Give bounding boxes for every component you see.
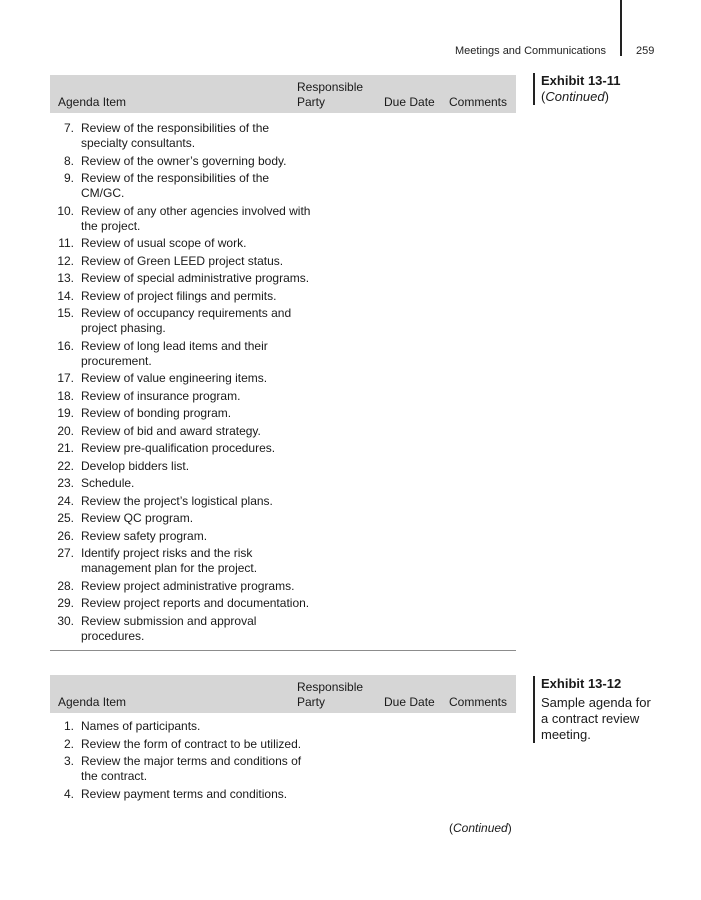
page-number: 259 bbox=[636, 45, 655, 57]
table-header bbox=[50, 675, 516, 713]
agenda-row bbox=[50, 236, 311, 251]
agenda-row bbox=[50, 579, 311, 594]
header-due-date: Due Date bbox=[384, 95, 435, 109]
agenda-row-text: Review of special administrative programs. bbox=[81, 271, 310, 285]
agenda-row-text: Review the form of contract to be utilized. bbox=[81, 736, 302, 751]
agenda-row-number: 29. bbox=[57, 596, 74, 610]
agenda-row-text: Schedule. bbox=[81, 476, 135, 490]
agenda-row-text: Review of project filings and permits. bbox=[81, 288, 277, 303]
continued-note: (Continued) bbox=[449, 821, 512, 835]
agenda-row bbox=[50, 441, 311, 456]
agenda-row bbox=[50, 787, 311, 802]
agenda-row bbox=[50, 424, 311, 439]
agenda-row bbox=[50, 511, 311, 526]
running-head-rule bbox=[620, 0, 622, 56]
agenda-row-number: 9. bbox=[63, 171, 74, 185]
exhibit-title: Exhibit 13-11 bbox=[541, 73, 621, 88]
agenda-table-13-11 bbox=[50, 75, 516, 651]
agenda-row bbox=[50, 121, 311, 151]
agenda-row bbox=[50, 389, 311, 404]
agenda-table-13-12 bbox=[50, 675, 516, 804]
header-responsible-line1: Responsible bbox=[297, 80, 364, 94]
agenda-row-text: Review of value engineering items. bbox=[81, 371, 268, 385]
agenda-row bbox=[50, 459, 311, 474]
agenda-list bbox=[50, 113, 516, 650]
exhibit-13-12-label bbox=[533, 676, 651, 743]
agenda-row-text: Review QC program. bbox=[81, 511, 194, 525]
header-responsible-line1: Responsible bbox=[297, 680, 364, 694]
agenda-row-number: 2. bbox=[63, 736, 74, 751]
agenda-row-number: 19. bbox=[57, 406, 74, 420]
agenda-row-number: 22. bbox=[57, 458, 74, 473]
agenda-row-number: 10. bbox=[57, 203, 74, 218]
header-due-date: Due Date bbox=[384, 695, 435, 709]
agenda-row-text: Review the major terms and conditions of the contract. bbox=[81, 754, 302, 783]
agenda-row-text: Review of the responsibilities of the CM/GC. bbox=[81, 171, 270, 200]
agenda-row bbox=[50, 154, 311, 169]
agenda-row-text: Review of usual scope of work. bbox=[81, 236, 247, 250]
agenda-row-text: Review of any other agencies involved with the project. bbox=[81, 203, 311, 233]
agenda-row-number: 16. bbox=[57, 338, 74, 353]
agenda-row-number: 11. bbox=[58, 236, 74, 250]
agenda-row bbox=[50, 719, 311, 734]
agenda-row bbox=[50, 596, 311, 611]
agenda-row-number: 30. bbox=[57, 613, 74, 628]
agenda-row bbox=[50, 494, 311, 509]
agenda-row-text: Review submission and approval procedures. bbox=[81, 613, 257, 643]
agenda-row-number: 21. bbox=[57, 441, 74, 455]
agenda-row bbox=[50, 614, 311, 644]
agenda-row-number: 26. bbox=[57, 528, 74, 543]
header-responsible-line2: Party bbox=[297, 695, 326, 709]
exhibit-caption: Sample agenda for a contract review meeting. bbox=[541, 695, 651, 742]
continued-text: Continued bbox=[453, 821, 508, 835]
agenda-list bbox=[50, 713, 516, 802]
agenda-row-text: Review pre-qualification procedures. bbox=[81, 441, 276, 455]
agenda-row-number: 13. bbox=[57, 271, 74, 285]
agenda-row-number: 7. bbox=[63, 121, 74, 135]
agenda-row-text: Names of participants. bbox=[81, 719, 201, 733]
agenda-row bbox=[50, 546, 311, 576]
agenda-row-text: Develop bidders list. bbox=[81, 458, 190, 473]
table-bottom-rule bbox=[50, 650, 516, 651]
header-responsible-line2: Party bbox=[297, 95, 326, 109]
agenda-row bbox=[50, 204, 311, 234]
agenda-row bbox=[50, 171, 311, 201]
agenda-row-number: 12. bbox=[57, 253, 74, 268]
agenda-row bbox=[50, 271, 311, 286]
header-responsible-party bbox=[297, 80, 363, 110]
agenda-row bbox=[50, 289, 311, 304]
agenda-row-text: Review the project’s logistical plans. bbox=[81, 493, 273, 508]
agenda-row-number: 28. bbox=[57, 578, 74, 593]
agenda-row-text: Review of occupancy requirements and project phasing. bbox=[81, 306, 292, 335]
header-agenda-item: Agenda Item bbox=[58, 695, 127, 709]
agenda-row-text: Review project reports and documentation. bbox=[81, 596, 310, 610]
header-agenda-item: Agenda Item bbox=[58, 95, 127, 109]
agenda-row-text: Review project administrative programs. bbox=[81, 578, 295, 593]
exhibit-13-11-label bbox=[533, 73, 620, 105]
agenda-row bbox=[50, 529, 311, 544]
agenda-row-text: Review of long lead items and their procurement. bbox=[81, 338, 268, 368]
agenda-row-text: Review of Green LEED project status. bbox=[81, 253, 284, 268]
agenda-row-number: 15. bbox=[57, 306, 74, 320]
agenda-row-text: Review payment terms and conditions. bbox=[81, 786, 288, 801]
agenda-row bbox=[50, 306, 311, 336]
agenda-row-number: 17. bbox=[57, 371, 74, 385]
agenda-row-number: 27. bbox=[57, 546, 74, 560]
agenda-row-number: 14. bbox=[57, 288, 74, 303]
agenda-row-number: 8. bbox=[63, 153, 74, 168]
agenda-row bbox=[50, 371, 311, 386]
agenda-row-text: Review of the responsibilities of the specialty consultants. bbox=[81, 121, 270, 150]
agenda-row-number: 1. bbox=[63, 719, 74, 733]
running-head: Meetings and Communications bbox=[455, 45, 607, 57]
header-comments: Comments bbox=[449, 695, 508, 709]
agenda-row-text: Review safety program. bbox=[81, 528, 208, 543]
agenda-row-number: 25. bbox=[57, 511, 74, 525]
agenda-row-text: Review of bonding program. bbox=[81, 406, 232, 420]
agenda-row bbox=[50, 339, 311, 369]
agenda-row-number: 24. bbox=[57, 493, 74, 508]
agenda-row bbox=[50, 476, 311, 491]
agenda-row-text: Review of insurance program. bbox=[81, 388, 241, 403]
agenda-row bbox=[50, 254, 311, 269]
exhibit-caption: (Continued) bbox=[541, 89, 609, 104]
agenda-row bbox=[50, 737, 311, 752]
agenda-row bbox=[50, 754, 311, 784]
agenda-row-number: 20. bbox=[57, 423, 74, 438]
table-header bbox=[50, 75, 516, 113]
agenda-row-number: 23. bbox=[57, 476, 74, 490]
agenda-row-text: Identify project risks and the risk management plan for the project. bbox=[81, 546, 258, 575]
agenda-row-text: Review of bid and award strategy. bbox=[81, 423, 261, 438]
agenda-row bbox=[50, 406, 311, 421]
agenda-row-number: 4. bbox=[63, 786, 74, 801]
exhibit-caption-text: Continued bbox=[545, 89, 605, 104]
agenda-row-number: 3. bbox=[63, 754, 74, 768]
agenda-row-text: Review of the owner’s governing body. bbox=[81, 153, 287, 168]
header-responsible-party bbox=[297, 680, 363, 710]
exhibit-title: Exhibit 13-12 bbox=[541, 676, 622, 691]
agenda-row-number: 18. bbox=[57, 388, 74, 403]
header-comments: Comments bbox=[449, 95, 508, 109]
